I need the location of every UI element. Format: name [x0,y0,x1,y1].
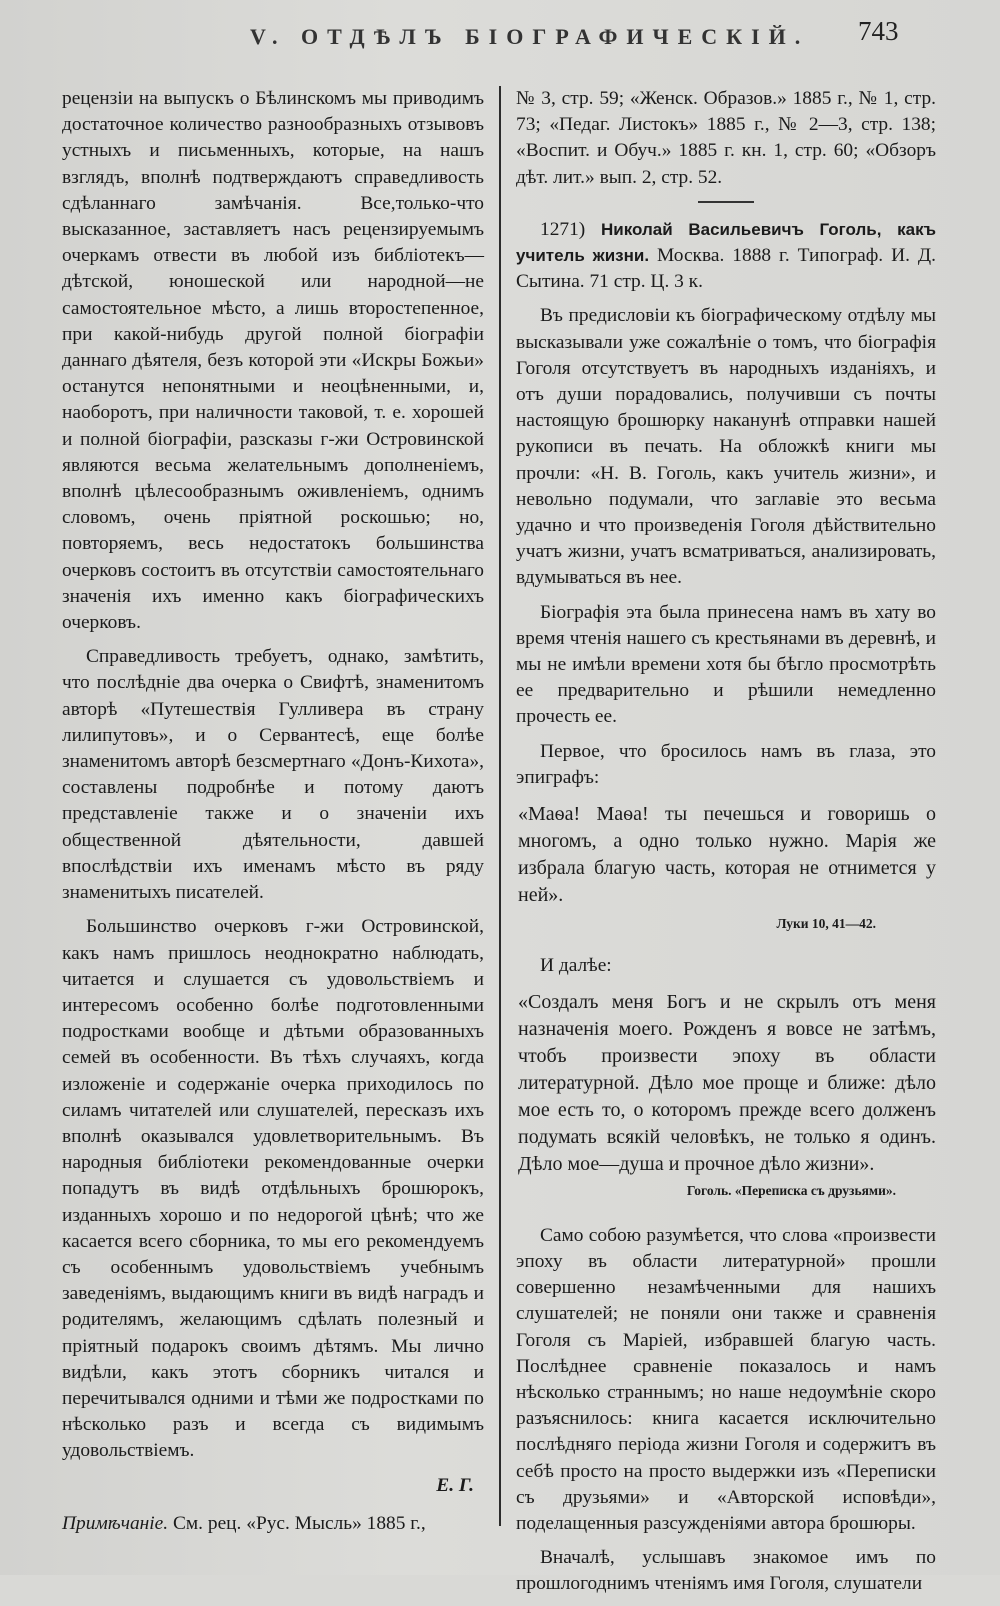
running-head: V. ОТДѢЛЪ БІОГРАФИЧЕСКІЙ. [250,24,810,49]
paragraph: Первое, что бросилось намъ въ глаза, это эпиграфъ: [516,740,936,788]
epigraph: «Маѳа! Маѳа! ты печешься и говоришь о многомъ, а одно только нужно. Марія же избрала благую часть, которая не отнимется у ней». [518,803,936,907]
epigraph-source: Гоголь. «Переписка съ друзьями». [686,1183,896,1199]
entry-heading [516,217,936,296]
entry-imprint: Москва. 1888 г. Типограф. И. Д. Сытина. 71 стр. Ц. 3 к. [516,245,936,293]
footnote-continuation: № 3, стр. 59; «Женск. Образов.» 1885 г., № 1, стр. 73; «Педаг. Листокъ» 1885 г., № 2—3, стр. 138; «Воспит. и Обуч.» 1885 г. кн. 1, стр. 60; «Обзоръ дѣт. лит.» вып. 2, стр. 52. [516,88,936,188]
left-column [62,86,484,1545]
footnote [62,1511,484,1537]
footnote-text: См. рец. «Рус. Мысль» 1885 г., [172,1512,426,1534]
epigraph-source: Луки 10, 41—42. [776,916,876,932]
page-number: 743 [858,16,899,46]
section-divider [698,201,754,203]
footnote-label: Примѣчаніе. [62,1512,169,1534]
paragraph: Біографія эта была принесена намъ въ хату во время чтенія нашего съ крестьянами въ деревнѣ, и мы не имѣли времени хотя бы бѣгло просмотрѣть ее предварительно и рѣшили немедленно прочесть ее. [516,601,936,728]
paragraph: Справедливость требуетъ, однако, замѣтить, что послѣдніе два очерка о Свифтѣ, знаменитомъ авторѣ «Путешествія Гулливера въ страну лилипутовъ», и о Сервантесѣ, еще болѣе знаменитомъ авторѣ безсмертнаго «Донъ-Кихота», составлены подробнѣе и потому даютъ представленіе также и о значеніи ихъ общественной дѣятельности, давшей впослѣдствіи ихъ именамъ мѣсто въ ряду знаменитыхъ писателей. [62,646,484,904]
epigraph: «Создалъ меня Богъ и не скрылъ отъ меня назначенія моего. Рожденъ я вовсе не затѣмъ, чтобъ произвести эпоху въ области литературной. Дѣло мое проще и ближе: дѣло мое есть то, о которомъ прежде всего долженъ подумать всякій человѣкъ, не только я одинъ. Дѣло мое—душа и прочное дѣло жизни». [518,991,936,1176]
paragraph: Само собою разумѣется, что слова «произвести эпоху въ области литературной» прошли совершенно незамѣченными для нашихъ слушателей; не поняли они также и сравненія Гоголя съ Маріей, избравшей благую часть. Послѣднее сравненіе показалось и намъ нѣсколько страннымъ; но наше недоумѣніе скоро разъяснилось: книга касается исключительно послѣдняго періода жизни Гоголя и содержитъ въ себѣ просто на просто выдержки изъ «Переписки съ друзьями» и «Авторской исповѣди», поделащенныя разсужденіями автора брошюры. [516,1224,936,1534]
right-column [516,86,936,1606]
paragraph: рецензіи на выпускъ о Бѣлинскомъ мы приводимъ достаточное количество разнообразныхъ отзывовъ устныхъ и письменныхъ, которые, на нашъ взглядъ, вполнѣ подтверждаютъ справедливость сдѣланнаго замѣчанія. Все,только-что высказанное, заставляетъ насъ рецензируемымъ очеркамъ отвести въ любой изъ библіотекъ—дѣтской, юношеской или народной—не самостоятельное мѣсто, а лишь второстепенное, при какой-нибудь другой полной біографіи даннаго дѣятеля, безъ которой эти «Искры Божьи» останутся непонятными и неоцѣненными, и, наоборотъ, при наличности таковой, т. е. хорошей и полной біографіи, разсказы г-жи Островинской являются весьма желательнымъ дополненіемъ, вполнѣ цѣлесообразнымъ оживленіемъ, однимъ словомъ, очень пріятной роскошью; но, повторяемъ, весь недостатокъ большинства очерковъ состоитъ въ отсутствіи самостоятельнаго значенія ихъ именно какъ біографическихъ очерковъ. [62,88,484,634]
paragraph: И далѣе: [540,955,612,977]
entry-title: Николай Васильевичъ Гоголь, какъ учитель жизни. [516,219,936,266]
paragraph: Вначалѣ, услышавъ знакомое имъ по прошлогоднимъ чтеніямъ имя Гоголя, слушатели [516,1547,936,1595]
column-divider [499,86,501,1526]
paragraph: Въ предисловіи къ біографическому отдѣлу мы высказывали уже сожалѣніе о томъ, что біографія Гоголя отсутствуетъ въ народныхъ изданіяхъ, и отъ души порадовались, получивши съ почты настоящую брошюрку наканунѣ отправки нашей рукописи въ печать. На обложкѣ книги мы прочли: «Н. В. Гоголь, какъ учитель жизни», и невольно подумали, что заглавіе это весьма удачно и что произведенія Гоголя дѣйствительно учатъ жизни, учатъ всматриваться, анализировать, вдумываться въ нее. [516,305,936,589]
paragraph: Большинство очерковъ г-жи Островинской, какъ намъ пришлось неоднократно наблюдать, читается и слушается съ удовольствіемъ и интересомъ особенно болѣе подготовленными подростками вообще и дѣтьми образованныхъ семей въ особенности. Въ тѣхъ случаяхъ, когда изложеніе и содержаніе очерка приходилось по силамъ читателей или слушателей, пересказъ ихъ вполнѣ оказывался удовлетворительнымъ. Въ народныя библіотеки рекомендованные очерки попадутъ въ видѣ отдѣльныхъ брошюрокъ, изданныхъ хорошо и по недорогой цѣнѣ; что же касается всего сборника, то мы его рекомендуемъ съ особеннымъ удовольствіемъ учебнымъ заведеніямъ, выдающимъ книги въ видѣ наградъ и родителямъ, желающимъ сдѣлать полезный и пріятный подарокъ своимъ дѣтямъ. Мы лично видѣли, какъ этотъ сборникъ читался и перечитывался одними и тѣми же подростками по нѣсколько разъ и всегда съ видимымъ удовольствіемъ. [62,916,484,1462]
signature: Е. Г. [436,1474,474,1496]
entry-number: 1271) [540,218,586,240]
